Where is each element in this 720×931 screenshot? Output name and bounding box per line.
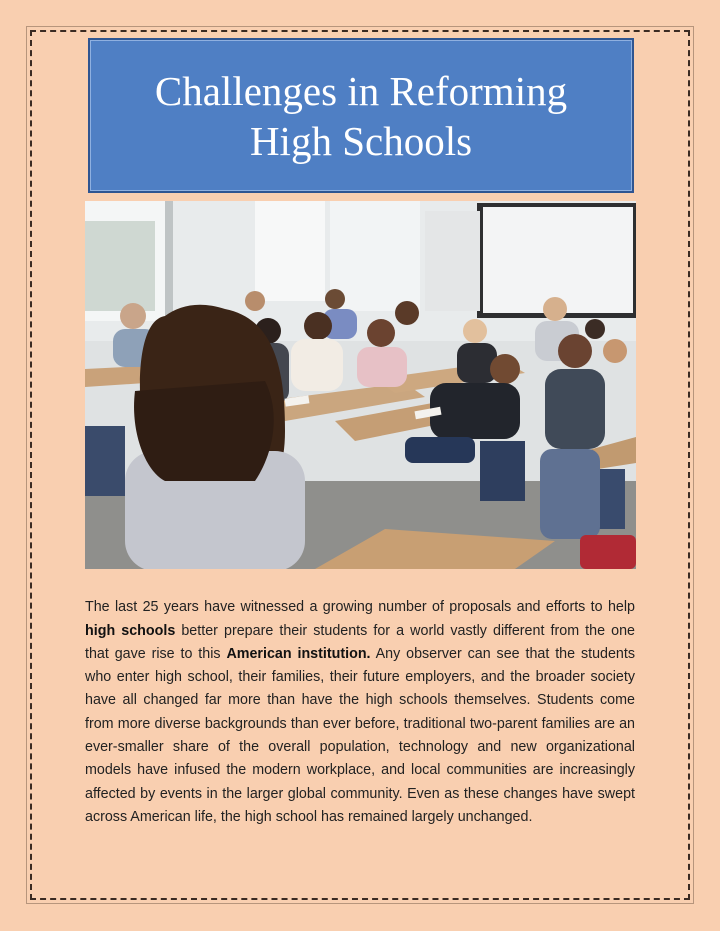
- highlight-american-institution: American institution.: [226, 645, 371, 662]
- paragraph-text-3: Any observer can see that the students who enter high school, their families, their future employers, and the broader society have all changed far more than have the high schools themselves. Students come from more diverse backgrounds than ever before, traditional two-parent families are an ever-smaller share of the overall population, technology and new organizational models have infused the modern workplace, and local communities are increasingly affected by events in the larger global community. Even as these changes have swept across American life, the high school has remained largely unchanged.: [85, 645, 635, 825]
- highlight-high-schools: high schools: [85, 622, 176, 639]
- classroom-photo: [85, 201, 636, 569]
- title-banner: [88, 38, 634, 193]
- paragraph-text-2: better prepare their students for a world vastly different from the one that gave rise to this: [85, 622, 635, 662]
- page-title: Challenges in Reforming High Schools: [154, 67, 568, 164]
- paragraph-text-1: The last 25 years have witnessed a growing number of proposals and efforts to help: [85, 599, 635, 616]
- intro-paragraph: [85, 596, 635, 829]
